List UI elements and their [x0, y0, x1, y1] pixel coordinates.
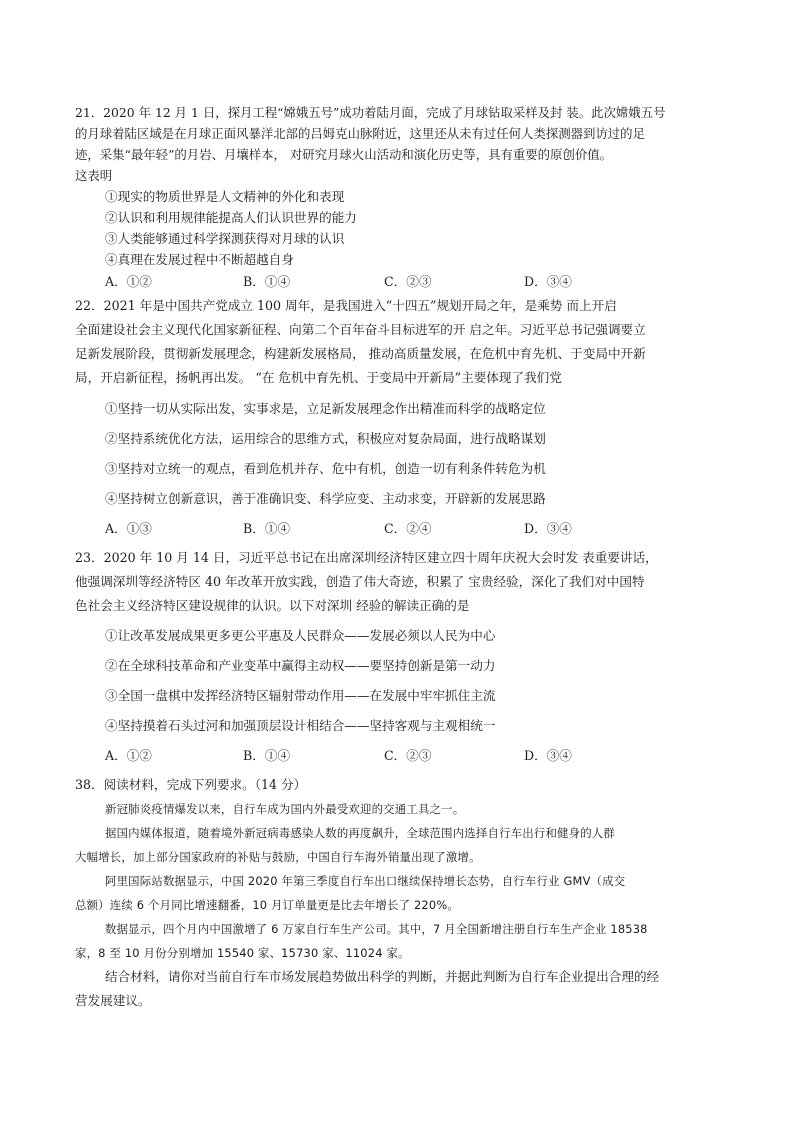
question-22-stem-line: 22．2021 年是中国共产党成立 100 周年，是我国进入“十四五”规划开局之年，是乘势 而上开启	[75, 298, 617, 313]
question-21-stem-line: 的月球着陆区域是在月球正面风暴洋北部的吕姆克山脉附近，这里还从未有过任何人类探测器到访过的足	[75, 126, 645, 141]
question-22-stem-line: 局，开启新征程，扬帆再出发。 “在 危机中育先机、于变局中开新局”主要体现了我们党	[75, 370, 562, 385]
question-22-option-1: ①坚持一切从实际出发，实事求是，立足新发展理念作出精准而科学的战略定位	[105, 401, 546, 416]
question-21-choice-c: C．②③	[384, 274, 432, 289]
question-22-option-3: ③坚持对立统一的观点，看到危机并存、危中有机，创造一切有利条件转危为机	[105, 461, 546, 476]
question-22-choice-c: C．②④	[384, 521, 432, 536]
question-21-choice-b: B．①④	[243, 274, 291, 289]
question-21-choice-a: A．①②	[105, 274, 152, 289]
question-23-option-1: ①让改革发展成果更多更公平惠及人民群众——发展必须以人民为中心	[105, 628, 496, 643]
question-23-stem-line: 色社会主义经济特区建设规律的认识。以下对深圳 经验的解读正确的是	[75, 598, 470, 613]
material-paragraph-4: 数据显示，四个月内中国激增了 6 万家自行车生产公司。其中，7 月全国新增注册自行车生产企业 18538	[105, 922, 648, 936]
material-paragraph-3-cont: 总额）连续 6 个月同比增速翻番，10 月订单量更是比去年增长了 220%。	[75, 898, 459, 912]
question-23-choice-d: D．③④	[524, 748, 572, 763]
question-22-stem-line: 全面建设社会主义现代化国家新征程、向第二个百年奋斗目标进军的开 启之年。习近平总书记强调要立	[75, 322, 646, 337]
question-21-stem-line: 这表明	[75, 168, 113, 183]
question-23-option-3: ③全国一盘棋中发挥经济特区辐射带动作用——在发展中牢牢抓住主流	[105, 688, 496, 703]
question-23-choice-a: A．①②	[105, 748, 152, 763]
question-23-option-2: ②在全球科技革命和产业变革中赢得主动权——要坚持创新是第一动力	[105, 658, 496, 673]
question-22-stem-line: 足新发展阶段，贯彻新发展理念，构建新发展格局， 推动高质量发展，在危机中育先机、于变局中开新	[75, 346, 646, 361]
material-paragraph-2: 据国内媒体报道，随着境外新冠病毒感染人数的再度飙升，全球范围内选择自行车出行和健身的人群	[105, 826, 615, 840]
question-22-choice-b: B．①④	[243, 521, 291, 536]
material-paragraph-1: 新冠肺炎疫情爆发以来，自行车成为国内外最受欢迎的交通工具之一。	[105, 802, 465, 816]
material-paragraph-4-cont: 家，8 至 10 月份分别增加 15540 家、15730 家、11024 家。	[75, 946, 410, 960]
question-22-choice-d: D．③④	[524, 521, 572, 536]
question-21-stem-line: 21．2020 年 12 月 1 日，探月工程“嫦娥五号”成功着陆月面，完成了月球钻取采样及封 装。此次嫦娥五号	[75, 105, 666, 120]
question-21-stem-line: 迹，采集“最年轻”的月岩、月壤样本， 对研究月球火山活动和演化历史等，具有重要的原创价值。	[75, 147, 613, 162]
question-23-stem-line: 他强调深圳等经济特区 40 年改革开放实践，创造了伟大奇迹，积累了 宝贵经验，深化了我们对中国特	[75, 574, 645, 589]
question-23-choice-b: B．①④	[243, 748, 291, 763]
question-38-requirement-cont: 营发展建议。	[75, 993, 151, 1008]
question-23-option-4: ④坚持摸着石头过河和加强顶层设计相结合——坚持客观与主观相统一	[105, 718, 496, 733]
question-38-requirement: 结合材料，请你对当前自行车市场发展趋势做出科学的判断，并据此判断为自行车企业提出合理的经	[105, 969, 660, 984]
material-paragraph-2-cont: 大幅增长，加上部分国家政府的补贴与鼓励，中国自行车海外销量出现了激增。	[75, 850, 481, 864]
question-22-choice-a: A．①③	[105, 521, 152, 536]
question-21-option-3: ③人类能够通过科学探测获得对月球的认识	[105, 231, 345, 246]
question-23-stem-line: 23．2020 年 10 月 14 日，习近平总书记在出席深圳经济特区建立四十周年庆祝大会时发 表重要讲话，	[75, 550, 658, 565]
question-38-title: 38．阅读材料，完成下列要求。（14 分）	[75, 777, 307, 792]
question-21-option-1: ①现实的物质世界是人文精神的外化和表现	[105, 189, 345, 204]
question-23-choice-c: C．②③	[384, 748, 432, 763]
question-22-option-2: ②坚持系统优化方法，运用综合的思维方式，积极应对复杂局面，进行战略谋划	[105, 431, 546, 446]
material-paragraph-3: 阿里国际站数据显示，中国 2020 年第三季度自行车出口继续保持增长态势，自行车行业 GMV（成交	[105, 874, 626, 888]
question-22-option-4: ④坚持树立创新意识，善于准确识变、科学应变、主动求变，开辟新的发展思路	[105, 491, 546, 506]
question-21-choice-d: D．③④	[524, 274, 572, 289]
question-21-option-4: ④真理在发展过程中不断超越自身	[105, 252, 294, 267]
question-21-option-2: ②认识和利用规律能提高人们认识世界的能力	[105, 210, 357, 225]
